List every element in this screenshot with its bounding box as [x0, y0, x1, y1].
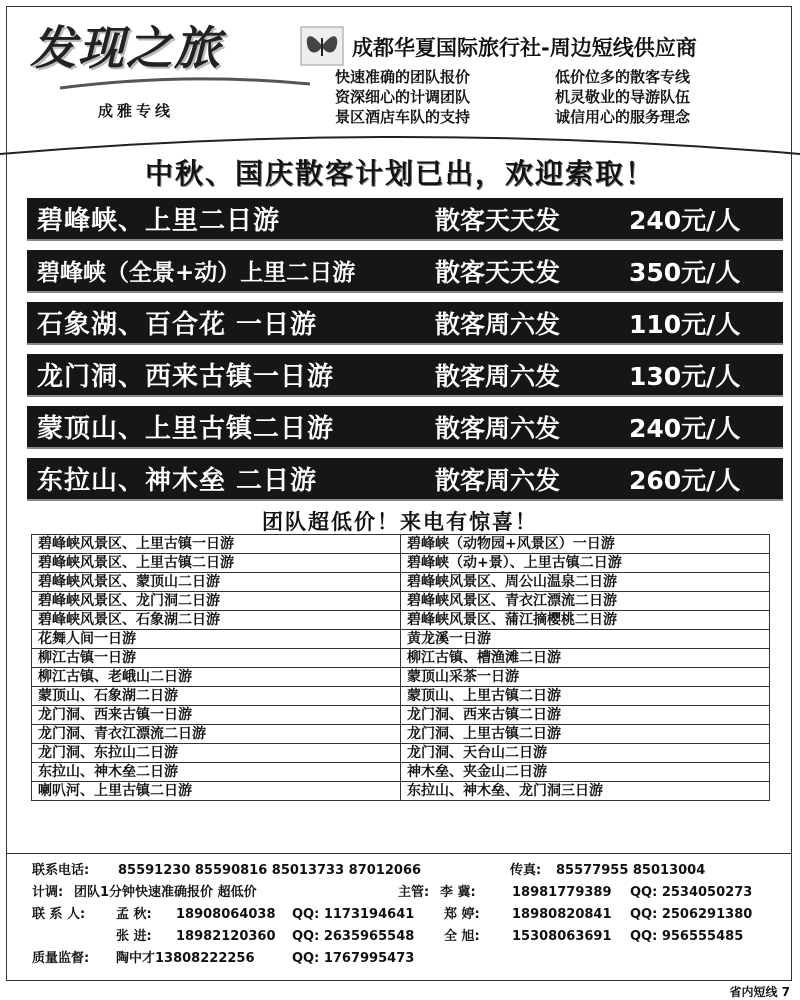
contact-divider: [6, 853, 792, 854]
route-list: [27, 198, 783, 510]
table-cell: 蒙顶山、上里古镇二日游: [401, 687, 770, 706]
route-schedule: 散客周六发: [435, 361, 561, 391]
contact-phone: 18982120360: [176, 929, 276, 944]
quality-label: 质量监督:: [32, 951, 90, 966]
table-cell: 东拉山、神木垒二日游: [32, 763, 401, 782]
route-bar: [27, 406, 783, 447]
contact-qq: QQ: 2635965548: [292, 929, 415, 944]
table-row: [32, 687, 770, 706]
table-row: [32, 782, 770, 801]
table-cell: 龙门洞、天台山二日游: [401, 744, 770, 763]
route-schedule: 散客周六发: [435, 465, 561, 495]
table-cell: 花舞人间一日游: [32, 630, 401, 649]
table-cell: 神木垒、夹金山二日游: [401, 763, 770, 782]
contact-phone-row: [32, 860, 792, 882]
route-schedule: 散客周六发: [435, 309, 561, 339]
feature-item: 诚信用心的服务理念: [555, 108, 691, 126]
table-cell: 碧峰峡风景区、周公山温泉二日游: [401, 573, 770, 592]
route-name: 龙门洞、西来古镇一日游: [37, 362, 335, 392]
logo-swoosh: [60, 76, 310, 92]
route-bar: [27, 458, 783, 499]
group-tour-table: [31, 534, 770, 801]
route-name: 蒙顶山、上里古镇二日游: [37, 414, 335, 444]
contact-planning-row: [32, 882, 792, 904]
table-row: [32, 649, 770, 668]
table-cell: 碧峰峡（动物园+风景区）一日游: [401, 535, 770, 554]
table-row: [32, 630, 770, 649]
table-cell: 柳江古镇一日游: [32, 649, 401, 668]
contact-name: 全 旭:: [444, 929, 480, 944]
table-cell: 龙门洞、上里古镇二日游: [401, 725, 770, 744]
agency-name: 成都华夏国际旅行社-周边短线供应商: [352, 36, 697, 60]
headline: 中秋、国庆散客计划已出，欢迎索取！: [144, 157, 655, 190]
contact-qq: QQ: 2506291380: [630, 907, 753, 922]
route-schedule: 散客天天发: [435, 205, 561, 235]
table-cell: 碧峰峡（动+景）、上里古镇二日游: [401, 554, 770, 573]
page-footer: 省内短线 7: [729, 985, 790, 999]
table-cell: 碧峰峡风景区、上里古镇一日游: [32, 535, 401, 554]
table-cell: 柳江古镇、槽渔滩二日游: [401, 649, 770, 668]
table-cell: 碧峰峡风景区、石象湖二日游: [32, 611, 401, 630]
feature-list: [335, 68, 775, 126]
table-cell: 黄龙溪一日游: [401, 630, 770, 649]
feature-item: 景区酒店车队的支持: [335, 108, 471, 126]
route-bar: [27, 302, 783, 343]
table-cell: 碧峰峡风景区、蒙顶山二日游: [32, 573, 401, 592]
contact-qq: QQ: 956555485: [630, 929, 744, 944]
table-cell: 龙门洞、东拉山二日游: [32, 744, 401, 763]
quality-text: 陶中才13808222256: [116, 951, 255, 966]
contact-people-row: [32, 904, 792, 926]
logo-title: 发现之旅: [30, 21, 222, 75]
route-schedule: 散客天天发: [435, 257, 561, 287]
manager-qq: QQ: 2534050273: [630, 885, 753, 900]
phone-label: 联系电话:: [32, 863, 90, 878]
team-headline: 团队超低价！来电有惊喜！: [262, 510, 538, 534]
contact-block: [32, 860, 792, 970]
table-row: [32, 611, 770, 630]
contact-quality-row: [32, 948, 792, 970]
planning-label: 计调:: [32, 885, 64, 900]
contact-name: 郑 婷:: [444, 907, 480, 922]
route-bar: [27, 250, 783, 291]
manager-name: 李 冀:: [440, 885, 476, 900]
table-row: [32, 706, 770, 725]
manager-phone: 18981779389: [512, 885, 612, 900]
table-row: [32, 592, 770, 611]
contact-qq: QQ: 1173194641: [292, 907, 415, 922]
fax-label: 传真:: [510, 863, 542, 878]
fax-values: 85577955 85013004: [556, 863, 706, 878]
table-cell: 龙门洞、西来古镇二日游: [401, 706, 770, 725]
route-name: 碧峰峡、上里二日游: [37, 206, 281, 236]
table-cell: 东拉山、神木垒、龙门洞三日游: [401, 782, 770, 801]
route-price: 240元/人: [629, 413, 741, 443]
table-row: [32, 573, 770, 592]
route-price: 260元/人: [629, 465, 741, 495]
planning-text: 团队1分钟快速准确报价 超低价: [74, 885, 257, 900]
contact-phone: 18908064038: [176, 907, 276, 922]
table-cell: 碧峰峡风景区、龙门洞二日游: [32, 592, 401, 611]
feature-item: 机灵敬业的导游队伍: [555, 88, 691, 106]
contact-label: 联 系 人:: [32, 907, 86, 922]
table-row: [32, 725, 770, 744]
route-price: 350元/人: [629, 257, 741, 287]
contact-people-row: [32, 926, 792, 948]
table-cell: 柳江古镇、老峨山二日游: [32, 668, 401, 687]
group-tour-body: [32, 535, 770, 801]
route-bar: [27, 354, 783, 395]
route-price: 130元/人: [629, 361, 741, 391]
table-cell: 碧峰峡风景区、青衣江漂流二日游: [401, 592, 770, 611]
table-row: [32, 535, 770, 554]
logo-subtitle: 成雅专线: [98, 102, 175, 120]
table-row: [32, 763, 770, 782]
route-name: 碧峰峡（全景+动）上里二日游: [37, 260, 356, 286]
feature-item: 资深细心的计调团队: [335, 88, 471, 106]
feature-item: 快速准确的团队报价: [335, 68, 471, 86]
table-row: [32, 744, 770, 763]
butterfly-icon: [300, 26, 344, 66]
route-bar: [27, 198, 783, 239]
route-name: 东拉山、神木垒 二日游: [37, 466, 318, 496]
table-row: [32, 554, 770, 573]
table-cell: 蒙顶山、石象湖二日游: [32, 687, 401, 706]
phone-values: 85591230 85590816 85013733 87012066: [118, 863, 422, 878]
route-schedule: 散客周六发: [435, 413, 561, 443]
table-cell: 蒙顶山采茶一日游: [401, 668, 770, 687]
contact-phone: 18980820841: [512, 907, 612, 922]
table-cell: 龙门洞、青衣江漂流二日游: [32, 725, 401, 744]
quality-qq: QQ: 1767995473: [292, 951, 415, 966]
feature-item: 低价位多的散客专线: [555, 68, 691, 86]
table-cell: 喇叭河、上里古镇二日游: [32, 782, 401, 801]
contact-name: 张 进:: [116, 929, 152, 944]
contact-phone: 15308063691: [512, 929, 612, 944]
route-price: 240元/人: [629, 205, 741, 235]
contact-name: 孟 秋:: [116, 907, 152, 922]
table-cell: 碧峰峡风景区、蒲江摘樱桃二日游: [401, 611, 770, 630]
manager-label: 主管:: [398, 885, 430, 900]
route-name: 石象湖、百合花 一日游: [37, 310, 318, 340]
route-price: 110元/人: [629, 309, 741, 339]
table-row: [32, 668, 770, 687]
table-cell: 龙门洞、西来古镇一日游: [32, 706, 401, 725]
table-cell: 碧峰峡风景区、上里古镇二日游: [32, 554, 401, 573]
